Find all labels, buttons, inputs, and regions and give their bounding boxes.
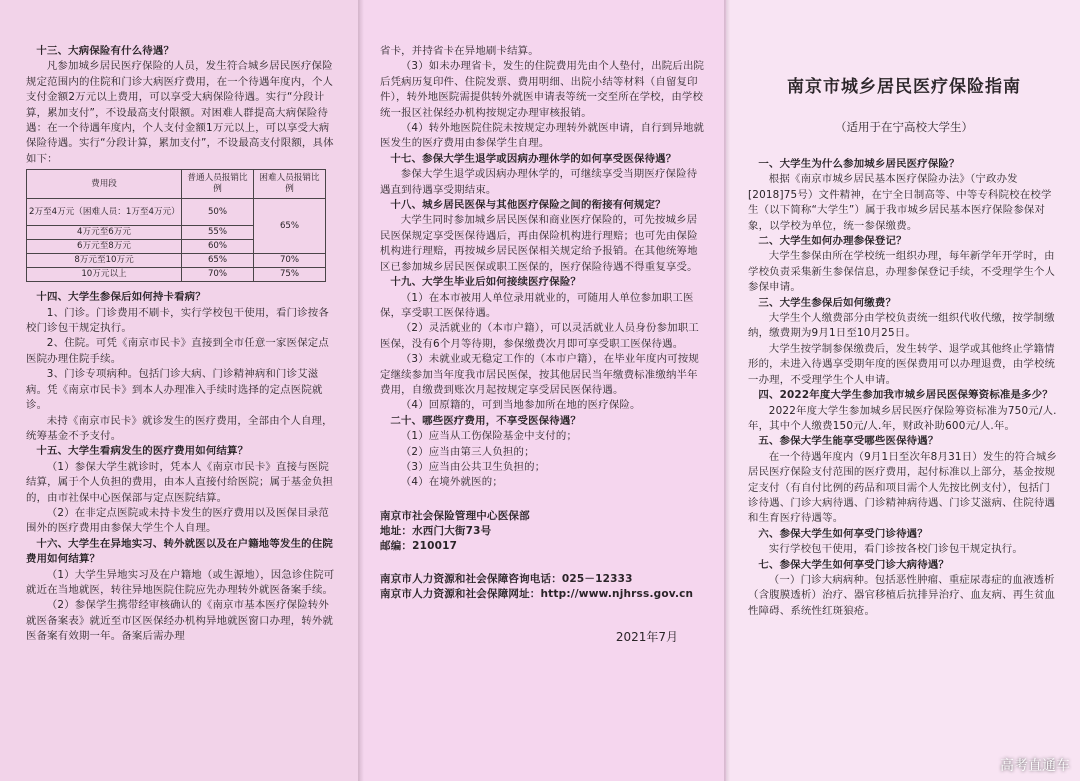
section-17-heading: 十七、参保大学生退学或因病办理休学的如何享受医保待遇？ [390,152,677,165]
section-19-item-3: （3）未就业或无稳定工作的（本市户籍），在毕业年度内可按规定继续参加当年度我市居民医保，按其他居民当年缴费标准缴纳半年费用，自缴费到账次月起按规定享受居民医保待遇。 [380,353,699,396]
section-16-item-3: （3）如未办理省卡，发生的住院费用先由个人垫付，出院后出院后凭病历复印件、住院发票、费用明细、出院小结等材料（自留复印件），转外地医院需提供转外就医申请表等统一交至所在学校，由学校统一报区社保经办机构按规定办理审核报销。 [380,60,705,119]
org-name: 南京市社会保险管理中心医保部 [380,509,530,522]
table-row [27,254,326,268]
section-18-heading: 十八、城乡居民医保与其他医疗保险之间的衔接有何规定？ [390,199,666,212]
table-cell: 6万元至8万元 [27,240,182,254]
section-3-text-2: 大学生按学制参保缴费后，发生转学、退学或其他终止学籍情形的，未进入待遇享受期年度的医保费用可以办理退费，由学校统一办理，不受理学生个人申请。 [748,342,1056,386]
section-14-note: 未持《南京市民卡》就诊发生的医疗费用，全部由个人自理，统筹基金不予支付。 [26,414,333,442]
section-5-text: 在一个待遇年度内（9月1日至次年8月31日）发生的符合城乡居民医疗保险支付范围的医疗费用，起付标准以上部分，基金按规定支付（有自付比例的药品和项目需个人先按比例支付），包括门诊待遇、门诊大病待遇、门诊精神病待遇、门诊艾滋病、住院待遇和生育医疗待遇等。 [748,450,1058,525]
col-header-poor: 困难人员报销比例 [254,170,326,199]
col-header-normal: 普通人员报销比例 [182,170,254,199]
section-5-heading: 五、参保大学生能享受哪些医保待遇？ [758,435,939,448]
table-cell: 70% [254,254,326,268]
section-1-text: 根据《南京市城乡居民基本医疗保险办法》（宁政办发[2018]75号）文件精神，在宁全日制高等、中等专科院校在校学生（以下简称“大学生”）属于我市城乡居民基本医疗保险参保对象，以学校为单位，统一参保缴费。 [748,173,1052,232]
table-cell: 8万元至10万元 [27,254,182,268]
right-panel [726,0,1080,781]
section-19-item-4: （4）回原籍的，可到当地参加所在地的医疗保险。 [400,399,641,412]
section-14-heading: 十四、大学生参保后如何持卡看病？ [36,291,206,304]
section-3-text-1: 大学生个人缴费部分由学校负责统一组织代收代缴，按学制缴纳，缴费期为9月1日至10月25日。 [748,312,1055,340]
section-19-item-2: （2）灵活就业的（本市户籍），可以灵活就业人员身份参加职工医保，没有6个月等待期，参保缴费次月即可享受职工医保待遇。 [380,322,699,350]
watermark: 高考直通车 [1000,758,1070,774]
fold-line [724,0,730,781]
fold-line [358,0,364,781]
section-16-item-1: （1）大学生异地实习及在户籍地（或生源地），因急诊住院可就近在当地就医，转往异地医院住院应先办理转外就医备案手续。 [26,568,335,596]
org-address: 地址：水西门大街73号 [380,524,492,537]
section-20-item: （1）应当从工伤保险基金中支付的； [400,430,578,443]
section-15-item-2: （2）在非定点医院或未持卡发生的医疗费用以及医保目录范围外的医疗费用由参保大学生个人自理。 [26,506,329,535]
section-4-text: 2022年度大学生参加城乡居民医疗保险筹资标准为750元/人.年，其中个人缴费150元/人.年，财政补助600元/人.年。 [748,404,1057,432]
section-2-heading: 二、大学生如何办理参保登记？ [758,235,907,248]
table-row [27,199,326,226]
publish-date: 2021年7月 [615,629,678,644]
table-cell: 10万元以上 [27,268,182,282]
guide-title: 南京市城乡居民医疗保险指南 [787,77,1021,97]
section-14-item-2: 2、住院。可凭《南京市民卡》直接到全市任意一家医保定点医院办理住院手续。 [26,337,329,365]
section-13-heading: 十三、大病保险有什么待遇？ [36,45,175,57]
section-20-item: （4）在境外就医的； [400,476,503,489]
table-cell: 50% [182,199,254,226]
section-7-text: （一）门诊大病病种。包括恶性肿瘤、重症尿毒症的血液透析（含腹膜透析）治疗、器官移植后抗排异治疗、血友病、再生贫血性障碍、系统性红斑狼疮。 [748,573,1056,617]
section-2-text: 大学生参保由所在学校统一组织办理，每年新学年开学时，由学校负责采集新生参保信息，办理参保登记手续，不受理学生个人参保申请。 [748,250,1056,294]
section-17-text: 参保大学生退学或因病办理休学的，可继续享受当期医疗保险待遇直到待遇享受期结束。 [380,168,698,196]
table-header-row [27,170,326,199]
reimbursement-table [26,169,326,282]
section-1-heading: 一、大学生为什么参加城乡居民医疗保险？ [758,158,960,170]
table-cell: 65% [182,254,254,268]
section-19-item-1: （1）在本市被用人单位录用就业的，可随用人单位参加职工医保，享受职工医保待遇。 [380,291,694,319]
section-15-heading: 十五、大学生看病发生的医疗费用如何结算？ [36,445,249,458]
org-postcode: 邮编：210017 [380,539,458,552]
table-cell: 65% [254,199,326,254]
table-cell: 60% [182,240,254,254]
website: 南京市人力资源和社会保障网址：http://www.njhrss.gov.cn [380,587,694,600]
hotline: 南京市人力资源和社会保障咨询电话：025－12333 [380,572,633,585]
section-7-heading: 七、参保大学生如何享受门诊大病待遇？ [758,558,950,571]
guide-subtitle: （适用于在宁高校大学生） [835,120,973,134]
section-16-item-4: （4）转外地医院住院未按规定办理转外就医申请，自行到异地就医发生的医疗费用由参保学生自理。 [380,122,705,150]
middle-panel [360,0,726,781]
section-14-item-3: 3、门诊专项病种。包括门诊大病、门诊精神病和门诊艾滋病。凭《南京市民卡》到本人办理准入手续时选择的定点医院就诊。 [26,368,323,412]
section-16-continued: 省卡，并持省卡在异地刷卡结算。 [380,45,539,57]
section-6-heading: 六、参保大学生如何享受门诊待遇？ [758,527,928,540]
section-4-heading: 四、2022年度大学生参加我市城乡居民医保筹资标准是多少？ [758,389,1053,402]
section-15-item-1: （1）参保大学生就诊时，凭本人《南京市民卡》直接与医院结算，属于个人负担的费用，由本人直接付给医院；属于基金负担的，由市社保中心医保部与定点医院结算。 [26,460,334,504]
table-cell: 2万至4万元（困难人员：1万至4万元） [27,199,182,226]
table-cell: 75% [254,268,326,282]
table-cell: 4万元至6万元 [27,226,182,240]
section-3-heading: 三、大学生参保后如何缴费？ [758,296,897,309]
section-6-text: 实行学校包干使用，看门诊按各校门诊包干规定执行。 [768,543,1023,556]
section-16-item-2: （2）参保学生携带经审核确认的《南京市基本医疗保险转外就医备案表》就近至市区医保经办机构异地就医窗口办理，转外就医备案有效期一年。备案后需办理 [26,599,334,643]
section-20-heading: 二十、哪些医疗费用，不享受医保待遇？ [390,414,582,427]
table-cell: 55% [182,226,254,240]
table-row [27,268,326,282]
table-cell: 70% [182,268,254,282]
section-18-text: 大学生同时参加城乡居民医保和商业医疗保险的，可先按城乡居民医保规定享受医保待遇后，再由保险机构进行理赔；也可先由保险机构进行理赔，再按城乡居民医保相关规定给予报销。在其他统筹地区已参加城乡居民医保或职工医保的，医疗保险待遇不得重复享受。 [380,214,698,273]
section-20-item: （3）应当由公共卫生负担的； [400,460,546,473]
section-16-heading: 十六、大学生在异地实习、转外就医以及在户籍地等发生的住院费用如何结算？ [26,537,333,566]
section-14-item-1: 1、门诊。门诊费用不刷卡，实行学校包干使用，看门诊按各校门诊包干规定执行。 [26,306,329,335]
section-20-item: （2）应当由第三人负担的； [400,445,535,458]
col-header-segment: 费用段 [27,170,182,199]
left-panel [0,0,360,781]
section-13-text: 凡参加城乡居民医疗保险的人员，发生符合城乡居民医疗保险规定范围内的住院和门诊大病医疗费用，在一个待遇年度内，个人支付金额2万元以上费用，可以享受大病保险待遇。实行“分段计算，累加支付”，不设最高支付限额。对困难人群提高大病保险待遇：在一个待遇年度内，个人支付金额1万元以上，可以享受大病保险待遇。实行“分段计算，累加支付”，不设最高支付限额，具体如下： [26,60,334,165]
section-19-heading: 十九、大学生毕业后如何接续医疗保险？ [390,276,582,289]
